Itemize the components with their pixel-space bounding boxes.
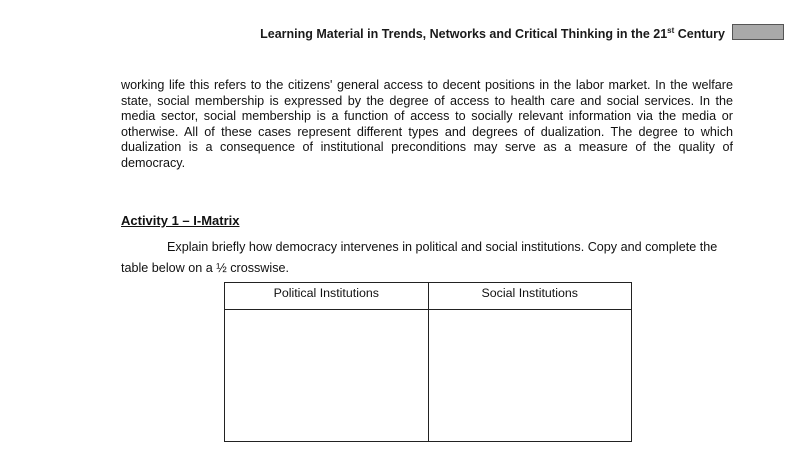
column-header-social-institutions: Social Institutions: [428, 283, 632, 310]
header-title-end: Century: [674, 27, 725, 42]
activity-instructions: Explain briefly how democracy intervenes in political and social institutions. Copy and complete the table below on a ½ crosswise.: [121, 240, 718, 275]
activity-title: Activity 1 – I-Matrix: [121, 213, 240, 228]
social-institutions-cell: [428, 310, 632, 442]
table-row: [225, 310, 632, 442]
page-header: [260, 26, 725, 41]
header-bar: [732, 24, 784, 40]
political-institutions-cell: [225, 310, 429, 442]
i-matrix-table: [224, 282, 632, 442]
column-header-political-institutions: Political Institutions: [225, 283, 429, 310]
table-header-row: [225, 283, 632, 310]
header-title-superscript: st: [667, 26, 675, 35]
header-title: Learning Material in Trends, Networks and Critical Thinking in the 21: [260, 27, 668, 42]
body-paragraph: working life this refers to the citizens' general access to decent positions in the labor market. In the welfare state, social membership is expressed by the degree of access to health care and social services. In the media sector, social membership is a function of access to socially relevant information via the media or otherwise. All of these cases represent different types and degrees of dualization. The degree to which dualization is a consequence of institutional preconditions may serve as a measure of the quality of democracy.: [121, 78, 733, 170]
